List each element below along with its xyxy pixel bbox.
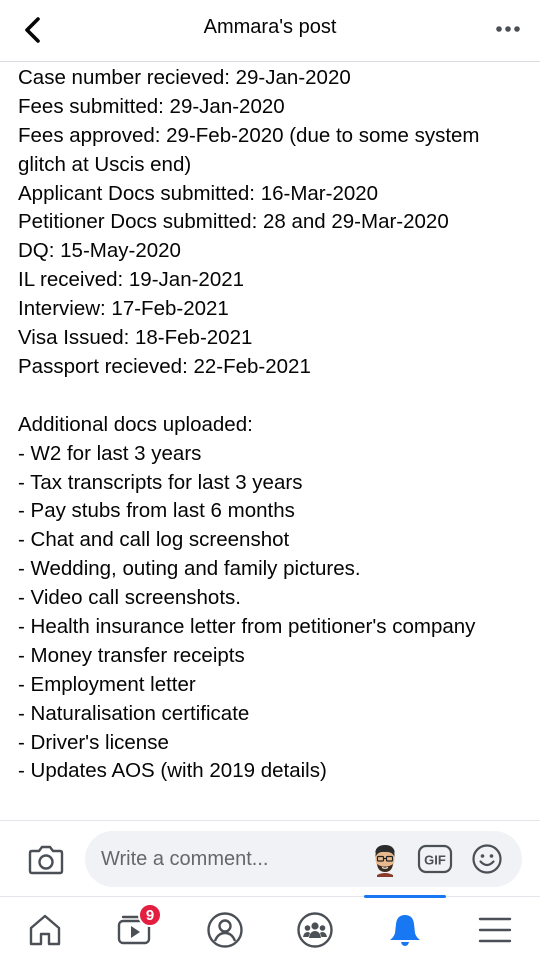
comment-field[interactable]: [85, 831, 522, 887]
post-line: - Chat and call log screenshot: [18, 528, 290, 552]
post-line: - Employment letter: [18, 672, 196, 696]
nav-menu[interactable]: [450, 897, 540, 962]
post-line: Petitioner Docs submitted: 28 and 29-Mar-2020: [18, 210, 449, 234]
comment-input[interactable]: [101, 831, 361, 887]
nav-profile[interactable]: [180, 897, 270, 962]
post-line: - Pay stubs from last 6 months: [18, 499, 295, 523]
post-line: Passport recieved: 22-Feb-2021: [18, 354, 311, 378]
bell-icon: [387, 911, 423, 949]
post-line: - Money transfer receipts: [18, 643, 245, 667]
gif-button[interactable]: [417, 843, 453, 875]
comment-bar: [0, 820, 540, 896]
post-line: - Health insurance letter from petitioner's company: [18, 614, 476, 638]
smiley-icon: [471, 843, 503, 875]
post-body: [0, 62, 540, 844]
notification-badge: 9: [138, 903, 162, 927]
post-line: Applicant Docs submitted: 16-Mar-2020: [18, 181, 379, 205]
profile-icon: [206, 911, 244, 949]
post-header: [0, 0, 540, 62]
post-line: Fees approved: 29-Feb-2020 (due to some system glitch at Uscis end): [18, 123, 480, 176]
bottom-nav: [0, 896, 540, 961]
page-title: Ammara's post: [203, 16, 337, 38]
post-line: - Wedding, outing and family pictures.: [18, 557, 361, 581]
more-dots-icon: [495, 25, 521, 33]
nav-notifications[interactable]: [360, 897, 450, 962]
avatar-sticker-button[interactable]: [367, 841, 403, 877]
post-line: Fees submitted: 29-Jan-2020: [18, 94, 285, 118]
gif-icon: [417, 843, 453, 875]
post-line-spacer: [18, 382, 522, 411]
groups-icon: [296, 911, 334, 949]
home-icon: [27, 913, 63, 947]
emoji-button[interactable]: [471, 843, 503, 875]
post-line: - Tax transcripts for last 3 years: [18, 470, 303, 494]
hamburger-menu-icon: [477, 915, 513, 945]
gif-label: GIF: [424, 852, 446, 868]
post-line: Additional docs uploaded:: [18, 412, 253, 436]
post-content: [0, 62, 540, 820]
post-line: IL received: 19-Jan-2021: [18, 268, 245, 292]
camera-icon: [28, 843, 64, 875]
camera-button[interactable]: [26, 841, 66, 877]
post-line: Case number recieved: 29-Jan-2020: [18, 66, 351, 89]
nav-watch[interactable]: [90, 897, 180, 962]
post-line-spacer: [18, 786, 522, 815]
nav-groups[interactable]: [270, 897, 360, 962]
post-line: DQ: 15-May-2020: [18, 239, 181, 263]
post-line: - W2 for last 3 years: [18, 441, 202, 465]
post-line: - Naturalisation certificate: [18, 701, 250, 725]
post-line: - Updates AOS (with 2019 details): [18, 759, 327, 783]
more-options-button[interactable]: [490, 14, 526, 44]
post-line: - Video call screenshots.: [18, 586, 241, 610]
post-line: Interview: 17-Feb-2021: [18, 297, 229, 321]
post-line: - Driver's license: [18, 730, 169, 754]
post-line: Visa Issued: 18-Feb-2021: [18, 326, 253, 350]
nav-home[interactable]: [0, 897, 90, 962]
avatar-icon: [367, 841, 403, 877]
